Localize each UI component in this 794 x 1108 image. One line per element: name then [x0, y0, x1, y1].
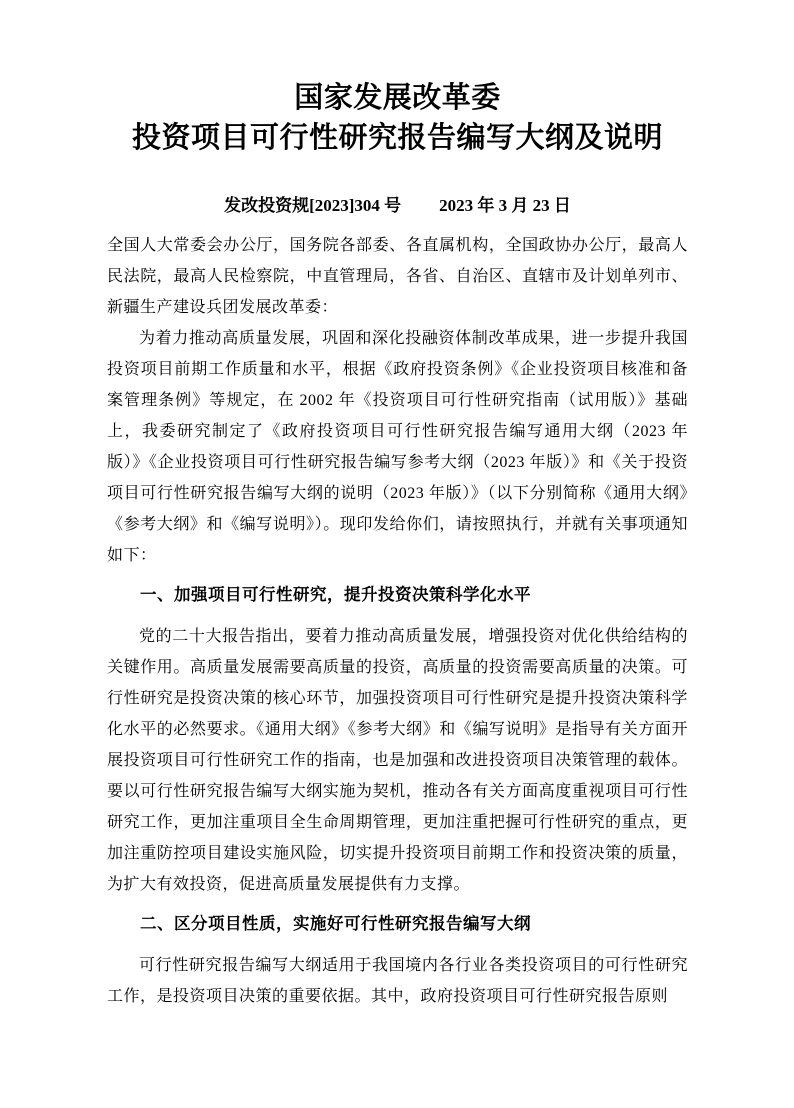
- intro-paragraph: 为着力推动高质量发展，巩固和深化投融资体制改革成果，进一步提升我国投资项目前期工作质量和水平，根据《政府投资条例》《企业投资项目核准和备案管理条例》等规定，在 2002 年《投资项目可行性研究指南（试用版）》基础上，我委研究制定了《政府投资项目可行性研究报告编写通用大纲（2023 年版）》《企业投资项目可行性研究报告编写参考大纲（2023 年版）》和《关于投资项目可行性研究报告编写大纲的说明（2023 年版）》（以下分别简称《通用大纲》《参考大纲》和《编写说明》）。现印发给你们，请按照执行，并就有关事项通知如下：: [107, 330, 688, 564]
- doc-number: 发改投资规[2023]304 号: [224, 196, 402, 215]
- doc-date: 2023 年 3 月 23 日: [439, 196, 571, 215]
- section-1-paragraph: 党的二十大报告指出，要着力推动高质量发展，增强投资对优化供给结构的关键作用。高质量发展需要高质量的投资，高质量的投资需要高质量的决策。可行性研究是投资决策的核心环节，加强投资项目可行性研究是提升投资决策科学化水平的必然要求。《通用大纲》《参考大纲》和《编写说明》是指导有关方面开展投资项目可行性研究工作的指南，也是加强和改进投资项目决策管理的载体。要以可行性研究报告编写大纲实施为契机，推动各有关方面高度重视项目可行性研究工作，更加注重项目全生命周期管理，更加注重把握可行性研究的重点，更加注重防控项目建设实施风险，切实提升投资项目前期工作和投资决策的质量，为扩大有效投资，促进高质量发展提供有力支撑。: [107, 628, 688, 893]
- document-body: [107, 230, 688, 1012]
- section-1-heading: 一、加强项目可行性研究，提升投资决策科学化水平: [140, 586, 531, 604]
- document-meta-line: [107, 194, 688, 218]
- section-2-heading: 二、区分项目性质，实施好可行性研究报告编写大纲: [140, 915, 531, 933]
- document-title-line2: 投资项目可行性研究报告编写大纲及说明: [131, 122, 663, 154]
- salutation-paragraph: 全国人大常委会办公厅，国务院各部委、各直属机构，全国政协办公厅，最高人民法院，最高人民检察院，中直管理局，各省、自治区、直辖市及计划单列市、新疆生产建设兵团发展改革委：: [107, 237, 688, 316]
- section-2-paragraph: 可行性研究报告编写大纲适用于我国境内各行业各类投资项目的可行性研究工作，是投资项目决策的重要依据。其中，政府投资项目可行性研究报告原则: [107, 957, 688, 1005]
- document-title-line1: 国家发展改革委: [294, 82, 501, 114]
